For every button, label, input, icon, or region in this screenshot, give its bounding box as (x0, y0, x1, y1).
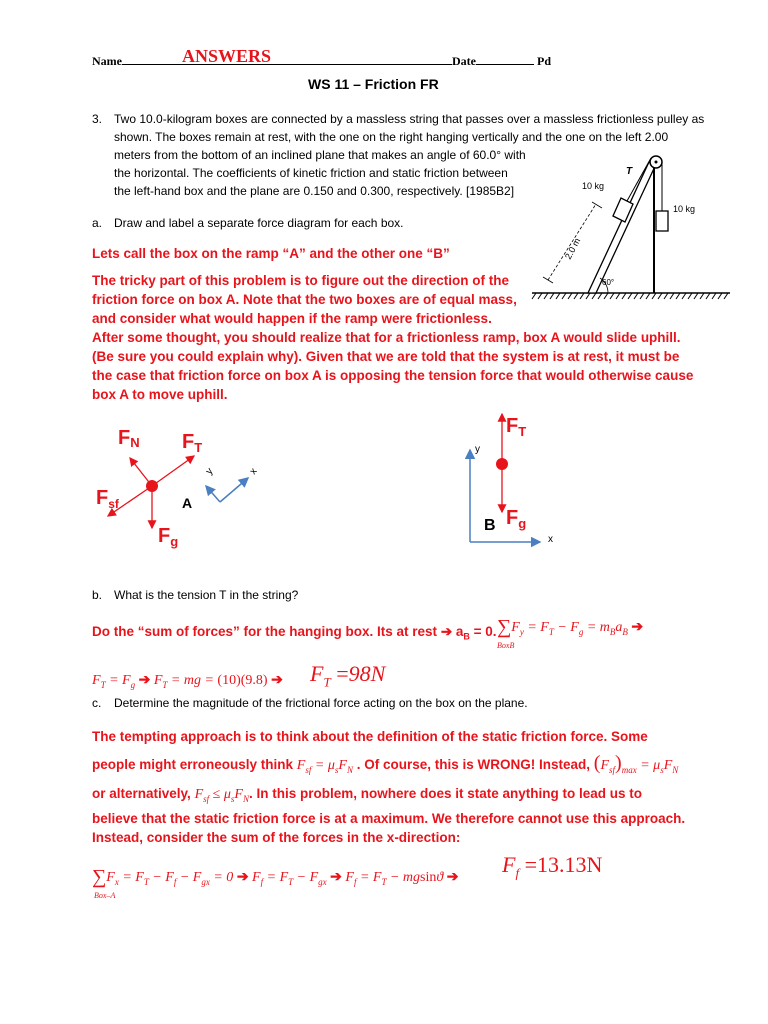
label-10kg-left: 10 kg (582, 181, 605, 191)
problem-line-1: Two 10.0-kilogram boxes are connected by a massless string that passes over a massless frictionless pulley as (114, 112, 705, 126)
period-label: Pd (537, 54, 552, 68)
part-b-sum-sub: BoxB (497, 641, 515, 650)
incline-figure (530, 148, 735, 308)
problem-line-3: meters from the bottom of an inclined plane that makes an angle of 60.0° with (114, 148, 526, 162)
label-tension: T (626, 166, 633, 177)
box-b-label: B (484, 517, 496, 534)
problem-line-5: the left-hand box and the plane are 0.150 and 0.300, respectively. [1985B2] (114, 184, 515, 198)
part-c-label: c. (92, 696, 102, 710)
fsf-label-a: $F_{sf}$ (96, 487, 119, 511)
fg-label-b: $F_g$ (506, 507, 527, 531)
part-b-label: b. (92, 588, 103, 602)
axis-a-x (220, 478, 248, 502)
fn-label-a: FN (118, 427, 140, 450)
box-a-label: A (182, 495, 193, 511)
arrow-icon: ➔ (440, 624, 453, 639)
ft-label-b: $F_T$ (506, 415, 527, 439)
part-b-line-2: $F_T = F_g$ ➔ $F_T$ = mg = (10)(9.8) ➔ (92, 673, 283, 690)
label-angle: 60° (602, 278, 615, 287)
page-title: WS 11 – Friction FR (308, 76, 439, 92)
part-a-answer-line-5: (Be sure you could explain why). Given that we are told that the system is at rest, it must be (92, 349, 680, 364)
free-body-diagram-b (460, 408, 580, 558)
axis-a-y (206, 486, 220, 502)
part-a-question: Draw and label a separate force diagram for each box. (114, 216, 404, 230)
axis-b-x-label: x (548, 534, 553, 545)
part-c-answer-line-5: Instead, consider the sum of the forces in the x-direction: (92, 830, 461, 845)
pulley-hub (655, 161, 658, 164)
problem-line-2: shown. The boxes remain at rest, with the one on the right hanging vertically and the one on the left 2.00 (114, 130, 669, 144)
part-c-answer-line-4: believe that the static friction force is at a maximum. We therefore cannot use this approach. (92, 811, 686, 826)
ground-hatching (532, 293, 728, 299)
free-body-diagram-a (88, 418, 288, 558)
arrow-fn-a (130, 458, 152, 486)
part-b-answer-line-1 (92, 622, 497, 647)
part-a-answer-line-3: and consider what would happen if the ramp were frictionless. (92, 311, 492, 326)
problem-number: 3. (92, 112, 103, 126)
date-label: Date (452, 54, 476, 68)
part-c-answer-line-1: The tempting approach is to think about the definition of the static friction force. Some (92, 729, 648, 744)
label-10kg-right: 10 kg (673, 204, 696, 214)
part-b-question: What is the tension T in the string? (114, 588, 299, 602)
axis-a-x-label: x (247, 466, 260, 477)
axis-a-y-label: y (203, 466, 216, 477)
part-c-result: $F_f =13.13N$ (502, 852, 603, 881)
part-a-answer-line-1: The tricky part of this problem is to figure out the direction of the (92, 273, 510, 288)
part-c-sum-sub: Box–A (94, 891, 116, 900)
part-a-answer-line-2: friction force on box A. Note that the two boxes are of equal mass, (92, 292, 517, 307)
name-value: ANSWERS (182, 46, 272, 66)
part-a-label: a. (92, 216, 103, 230)
name-line (92, 46, 552, 69)
part-a-answer-intro: Lets call the box on the ramp “A” and the other one “B” (92, 246, 450, 261)
part-c-question: Determine the magnitude of the frictional force acting on the box on the plane. (114, 696, 528, 710)
part-b-answer-text: Do the “sum of forces” for the hanging box. Its at rest (92, 624, 438, 639)
dim-tick-top (592, 202, 602, 208)
part-c-sum-eq: $\sum F_x = F_T - F_f - F_{gx} = 0$ ➔ $F_f = F_T - F_{gx}$ ➔ $F_f = F_T - mgsinϑ$ ➔ (92, 866, 459, 888)
part-c-answer-line-3: or alternatively, $F_{sf} \le \mu_sF_N$. In this problem, nowhere does it state anything to lead us to (92, 786, 642, 804)
part-a-answer-line-4: After some thought, you should realize that for a frictionless ramp, box A would slide uphill. (92, 330, 681, 345)
arrow-ft-a (152, 456, 194, 486)
part-a-answer-line-6: the case that friction force on box A is opposing the tension force that would otherwise cause (92, 368, 694, 383)
ft-label-a: $F_T$ (182, 431, 203, 455)
part-c-answer-line-2: people might erroneously think $F_{sf} = \mu_sF_N$ . Of course, this is WRONG! Instead, $(F_{sf})_{max} = \mu_sF_N$ (92, 752, 679, 775)
hanging-box (656, 211, 668, 231)
name-label: Name (92, 54, 122, 68)
axis-b-y-label: y (475, 444, 480, 455)
ab-text: $a_B = 0$. (455, 624, 497, 642)
dim-tick-bottom (543, 277, 553, 283)
part-a-answer-line-7: box A to move uphill. (92, 387, 228, 402)
problem-line-4: the horizontal. The coefficients of kinetic friction and static friction between (114, 166, 508, 180)
fg-label-a: $F_g$ (158, 525, 179, 549)
part-b-result: $F_T =98N$ (310, 661, 386, 690)
part-b-sum-eq: $\sum F_y = F_T - F_g = m_Ba_B$ ➔ (497, 616, 644, 638)
label-distance: 2.0 m (562, 236, 583, 261)
